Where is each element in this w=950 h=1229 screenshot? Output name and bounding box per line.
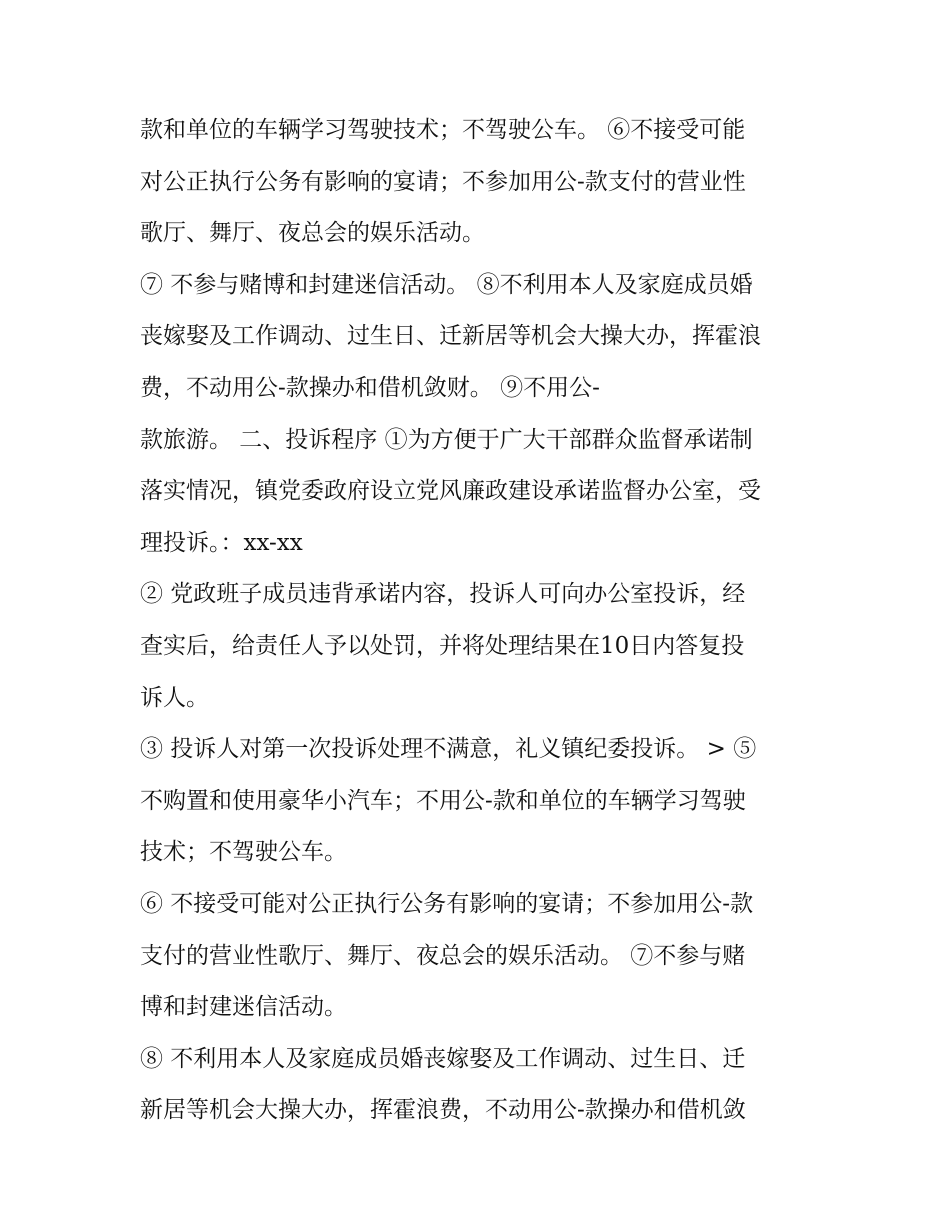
text-line: ③ 投诉人对第一次投诉处理不满意，礼义镇纪委投诉。 > ⑤ bbox=[140, 736, 757, 763]
text-line: 博和封建迷信活动。 bbox=[140, 994, 347, 1021]
text-line: 技术；不驾驶公车。 bbox=[140, 839, 347, 866]
text-line: 落实情况，镇党委政府设立党风廉政建设承诺监督办公室，受 bbox=[140, 478, 761, 505]
text-line: 费，不动用公-款操办和借机敛财。 ⑨不用公- bbox=[140, 374, 600, 401]
text-line: ② 党政班子成员违背承诺内容，投诉人可向办公室投诉，经 bbox=[140, 581, 746, 608]
body-text bbox=[140, 105, 820, 1137]
text-line: 款和单位的车辆学习驾驶技术；不驾驶公车。 ⑥不接受可能 bbox=[140, 117, 746, 143]
text-line: 不购置和使用豪华小汽车；不用公-款和单位的车辆学习驾驶 bbox=[140, 787, 746, 814]
text-line: ⑥ 不接受可能对公正执行公务有影响的宴请；不参加用公-款 bbox=[140, 890, 754, 917]
text-line: ⑧ 不利用本人及家庭成员婚丧嫁娶及工作调动、过生日、迁 bbox=[140, 1045, 746, 1072]
text-line: ⑦ 不参与赌博和封建迷信活动。 ⑧不利用本人及家庭成员婚 bbox=[140, 271, 753, 298]
text-line: 理投诉。：xx-xx bbox=[140, 529, 303, 556]
text-line: 丧嫁娶及工作调动、过生日、迁新居等机会大操大办，挥霍浪 bbox=[140, 323, 761, 350]
text-line: 新居等机会大操大办，挥霍浪费，不动用公-款操办和借机敛 bbox=[140, 1097, 746, 1124]
text-line: 款旅游。 二、投诉程序 ①为方便于广大干部群众监督承诺制 bbox=[140, 426, 753, 453]
text-line: 歌厅、舞厅、夜总会的娱乐活动。 bbox=[140, 220, 485, 247]
text-line: 查实后，给责任人予以处罚，并将处理结果在10日内答复投 bbox=[140, 632, 745, 659]
text-line: 诉人。 bbox=[140, 684, 209, 711]
text-line: 支付的营业性歌厅、舞厅、夜总会的娱乐活动。 ⑦不参与赌 bbox=[140, 942, 746, 969]
text-line: 对公正执行公务有影响的宴请；不参加用公-款支付的营业性 bbox=[140, 168, 746, 195]
